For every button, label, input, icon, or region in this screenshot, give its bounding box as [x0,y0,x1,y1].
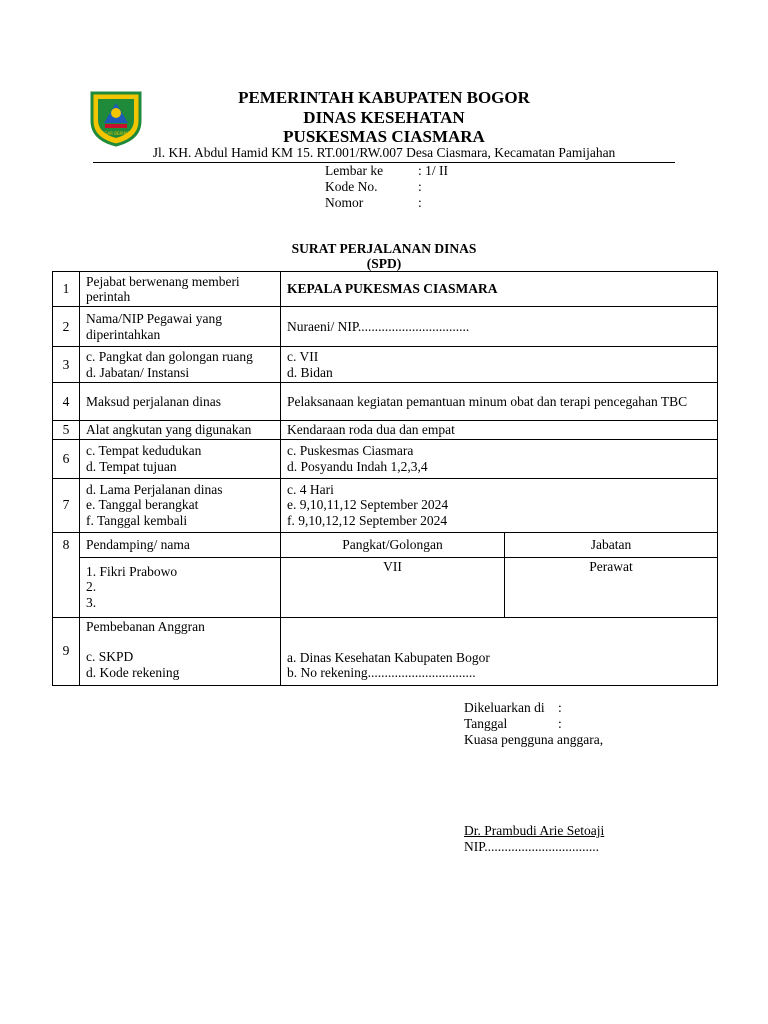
row-value: c. 4 Hari e. 9,10,11,12 September 2024 f. 9,10,12,12 September 2024 [281,478,718,532]
companion-names: 1. Fikri Prabowo 2. 3. [80,557,281,617]
row-label: Alat angkutan yang digunakan [80,421,281,440]
header-government: PEMERINTAH KABUPATEN BOGOR [238,88,530,107]
row-value: Pelaksanaan kegiatan pemantuan minum obat dan terapi pencegahan TBC [281,383,718,421]
table-row [53,421,718,440]
issued-date [464,716,562,732]
table-row [53,532,718,557]
table-row [53,439,718,478]
row-number: 5 [53,421,80,440]
row-label: c. Pangkat dan golongan ruang d. Jabatan/ Instansi [80,347,281,383]
header-puskesmas: PUSKESMAS CIASMARA [283,127,485,146]
position-column-header: Jabatan [505,532,718,557]
document-title: SURAT PERJALANAN DINAS [291,241,477,256]
signatory-role: Kuasa pengguna anggara, [464,732,604,747]
issued-date-value: : [558,716,562,731]
row-label: Maksud perjalanan dinas [80,383,281,421]
meta-sheet-value: : 1/ II [418,163,448,178]
row-number: 9 [53,617,80,685]
row-number: 8 [53,532,80,617]
header-divider [93,162,675,163]
signatory-name: Dr. Prambudi Arie Setoaji [464,823,605,838]
companion-rank: VII [281,557,505,617]
row-number: 2 [53,307,80,347]
row-value: c. VII d. Bidan [281,347,718,383]
issued-at [464,700,562,716]
companion-position: Perawat [505,557,718,617]
table-row [53,383,718,421]
row-number: 4 [53,383,80,421]
issued-at-value: : [558,700,562,715]
signatory-nip: NIP.................................. [464,839,600,854]
table-row [53,272,718,307]
table-row [53,478,718,532]
meta-code-value: : [418,179,422,194]
header-department: DINAS KESEHATAN [303,108,465,127]
row-label: c. Tempat kedudukan d. Tempat tujuan [80,439,281,478]
logo-text: TEGAR BERIMAN [99,131,133,136]
row-value: a. Dinas Kesehatan Kabupaten Bogor b. No rekening................................ [281,617,718,685]
row-value: KEPALA PUKESMAS CIASMARA [281,272,718,307]
row-number: 7 [53,478,80,532]
meta-code-label: Kode No. [325,179,378,194]
row-label: Nama/NIP Pegawai yang diperintahkan [80,307,281,347]
document-subtitle: (SPD) [366,256,402,271]
meta-number-value: : [418,195,422,210]
row-label: d. Lama Perjalanan dinas e. Tanggal berangkat f. Tanggal kembali [80,478,281,532]
row-number: 6 [53,439,80,478]
row-number: 1 [53,272,80,307]
rank-column-header: Pangkat/Golongan [281,532,505,557]
table-row [53,617,718,685]
spd-table [52,271,718,686]
issued-date-label: Tanggal [464,716,508,731]
row-value: c. Puskesmas Ciasmara d. Posyandu Indah 1,2,3,4 [281,439,718,478]
row-label: Pejabat berwenang memberi perintah [80,272,281,307]
row-value: Kendaraan roda dua dan empat [281,421,718,440]
table-row [53,347,718,383]
row-label: Pendamping/ nama [80,532,281,557]
issued-at-label: Dikeluarkan di [464,700,545,715]
meta-number-label: Nomor [325,195,364,210]
row-value: Nuraeni/ NIP................................. [281,307,718,347]
table-row [53,307,718,347]
row-label: Pembebanan Anggran c. SKPD d. Kode rekening [80,617,281,685]
meta-sheet-label: Lembar ke [325,163,384,178]
header-address: Jl. KH. Abdul Hamid KM 15. RT.001/RW.007 Desa Ciasmara, Kecamatan Pamijahan [152,145,616,160]
row-number: 3 [53,347,80,383]
table-row [53,557,718,617]
